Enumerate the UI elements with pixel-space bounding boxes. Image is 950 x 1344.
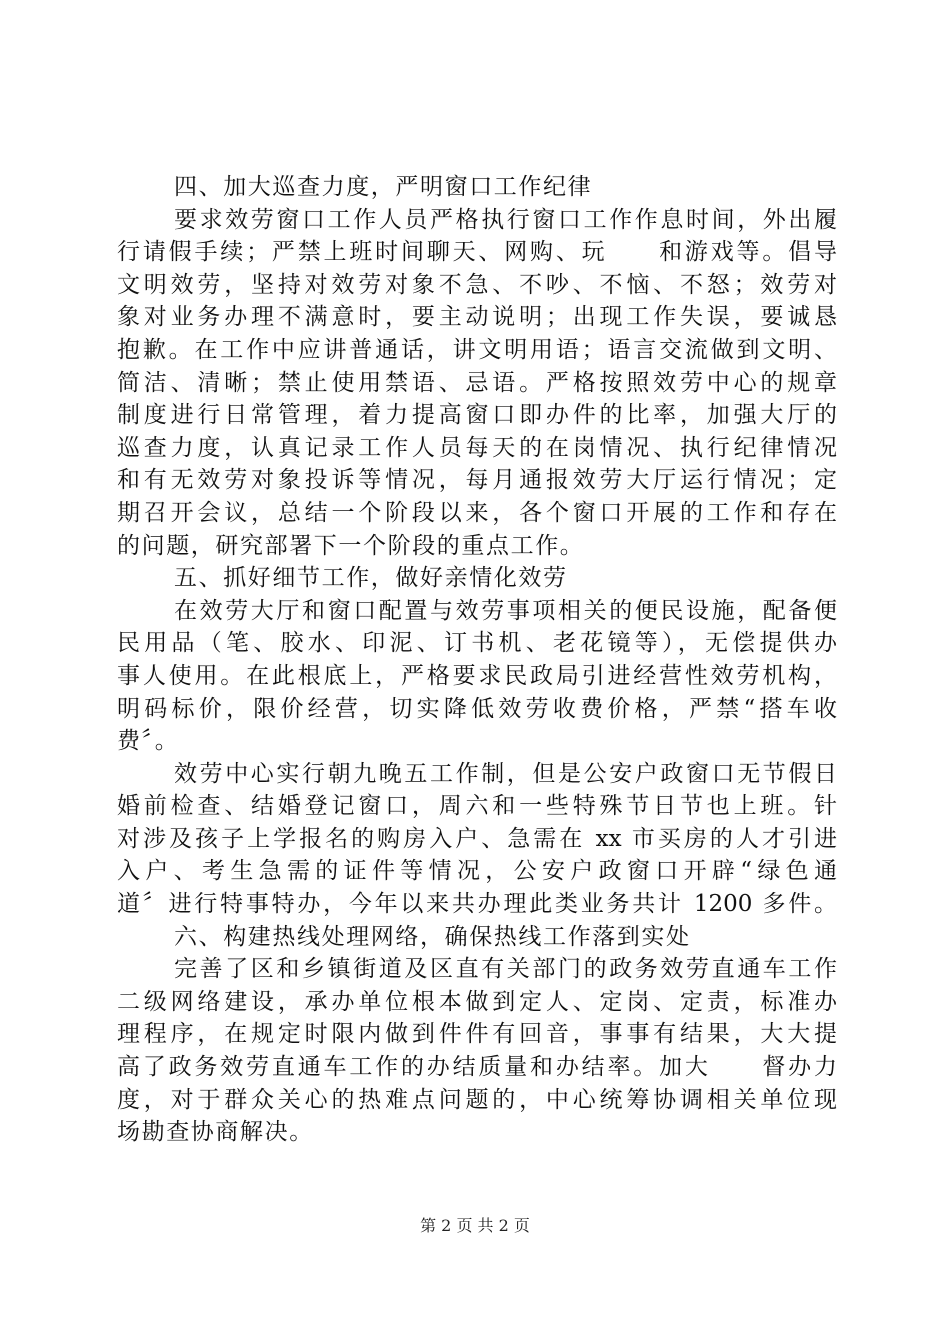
paragraph-line: 事人使用。在此根底上，严格要求民政局引进经营性效劳机构，: [117, 662, 837, 689]
paragraph-line: 入户、考生急需的证件等情况，公安户政窗口开辟“绿色通: [117, 858, 837, 885]
paragraph-line: 行请假手续；严禁上班时间聊天、网购、玩 和游戏等。倡导: [117, 239, 837, 266]
paragraph-line: 二级网络建设，承办单位根本做到定人、定岗、定责，标准办: [117, 988, 837, 1015]
paragraph-line: 文明效劳，坚持对效劳对象不急、不吵、不恼、不怒；效劳对: [117, 271, 837, 298]
paragraph-line: 象对业务办理不满意时，要主动说明；出现工作失误，要诚恳: [117, 304, 837, 331]
paragraph-line: 巡查力度，认真记录工作人员每天的在岗情况、执行纪律情况: [117, 434, 837, 461]
paragraph-line: 完善了区和乡镇街道及区直有关部门的政务效劳直通车工作: [174, 956, 837, 983]
section-heading: 五、抓好细节工作，做好亲情化效劳: [174, 565, 568, 592]
paragraph-line: 制度进行日常管理，着力提高窗口即办件的比率，加强大厅的: [117, 402, 837, 429]
paragraph-line: 明码标价，限价经营，切实降低效劳收费价格，严禁“搭车收: [117, 695, 837, 722]
paragraph-line: 高了政务效劳直通车工作的办结质量和办结率。加大 督办力: [117, 1054, 837, 1081]
paragraph-line: 对涉及孩子上学报名的购房入户、急需在 xx 市买房的人才引进: [117, 825, 837, 852]
paragraph-line: 和有无效劳对象投诉等情况，每月通报效劳大厅运行情况；定: [117, 467, 837, 494]
paragraph-line: 场勘查协商解决。: [117, 1119, 314, 1146]
paragraph-line: 道〞进行特事特办，今年以来共办理此类业务共计 1200 多件。: [117, 891, 837, 918]
paragraph-line: 期召开会议，总结一个阶段以来，各个窗口开展的工作和存在: [117, 499, 837, 526]
page-number-footer: 第 2 页 共 2 页: [420, 1216, 530, 1235]
section-heading: 六、构建热线处理网络，确保热线工作落到实处: [174, 923, 691, 950]
paragraph-line: 的问题，研究部署下一个阶段的重点工作。: [117, 532, 585, 559]
paragraph-line: 费〞。: [117, 728, 180, 755]
paragraph-line: 简洁、清晰；禁止使用禁语、忌语。严格按照效劳中心的规章: [117, 369, 837, 396]
paragraph-line: 抱歉。在工作中应讲普通话，讲文明用语；语言交流做到文明、: [117, 336, 837, 363]
paragraph-line: 在效劳大厅和窗口配置与效劳事项相关的便民设施，配备便: [174, 597, 837, 624]
paragraph-line: 要求效劳窗口工作人员严格执行窗口工作作息时间，外出履: [174, 206, 837, 233]
paragraph-line: 民用品（笔、胶水、印泥、订书机、老花镜等），无偿提供办: [117, 630, 837, 657]
paragraph-line: 效劳中心实行朝九晚五工作制，但是公安户政窗口无节假日: [174, 760, 837, 787]
paragraph-line: 度，对于群众关心的热难点问题的，中心统筹协调相关单位现: [117, 1086, 837, 1113]
paragraph-line: 理程序，在规定时限内做到件件有回音，事事有结果，大大提: [117, 1021, 837, 1048]
section-heading: 四、加大巡查力度，严明窗口工作纪律: [174, 174, 593, 200]
paragraph-line: 婚前检查、结婚登记窗口，周六和一些特殊节日节也上班。针: [117, 793, 837, 820]
document-body: [117, 171, 837, 1149]
